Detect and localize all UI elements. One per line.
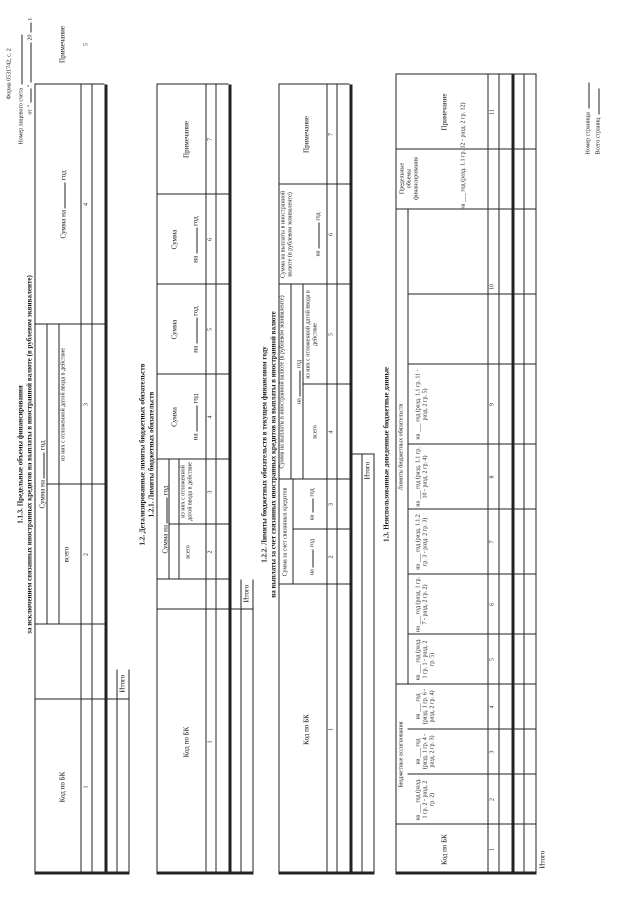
account-number-label: Номер лицевого счета [16,33,26,145]
s4-col-kbk: Код по БК [440,834,449,865]
s4-colnum-9: 9 [489,403,496,406]
s4-colnum-5: 5 [489,658,496,661]
s4-cell-7: на ___ год (разд. 1.1 гр. 10 - разд. 2 гр. 4) [415,447,429,507]
s2-col-kbk: Код по БК [182,726,191,758]
s3-colnum-7: 7 [328,133,335,136]
s3-colnum-2: 2 [328,555,335,559]
s1-col-total: всего [62,546,71,563]
s1-col-note: Примечание [58,26,67,63]
s4-colnum-6: 6 [489,603,496,606]
s4-cell-2: на ___ год (разд. 1 гр. 4 - разд. 2 гр. 3) [415,733,436,770]
s4-colnum-8: 8 [489,475,496,479]
section-13-title: 1.3. Неиспользованные доведенные бюджетные данные [382,366,391,543]
s4-cell-4: на ___ год (разд. 1 гр. 1 - разд. 2 гр. 5) [415,638,436,681]
s2-col-delayed: из них с отложенной датой ввода в действие [180,462,194,521]
s3-col-credits: Сумма за счет связанных кредитов [282,487,289,577]
s4-grp-finance: Предельные объемы финансирования [399,157,420,200]
section-113-title: 1.1.3. Предельные объемы финансирования [16,385,25,524]
s4-colnum-10: 10 [489,284,496,290]
s3-col-na-3: нагод [307,480,317,530]
s4-total-label: Итого [538,850,547,869]
s2-col-sum-5: Сумма [170,319,179,340]
s1-col-sum-b: Сумма нагод [59,170,68,239]
s4-col-note: Примечание [440,93,449,131]
s4-cell-9-text: на ___ год (разд. 1.1 гр. 12 - разд. 2 гр. 12) [460,102,467,210]
s2-colnum-4: 4 [207,415,214,419]
s4-cell-5: на ___ год (разд. 1 гр. 7 - разд. 2 гр. 2) [415,577,429,633]
s1-col-kbk: Код по БК [58,771,67,803]
s4-colnum-1: 1 [489,848,496,851]
s4-colnum-7: 7 [489,540,496,544]
s1-total-label: Итого [118,674,127,693]
section-12-title: 1.2. Детализированные лимиты бюджетных обязательств [138,363,147,546]
s1-colnum-1: 1 [83,785,90,789]
s4-colnum-3: 3 [489,750,496,754]
s2-col-na-5: нагод [191,306,200,353]
section-122-title: 1.2.2. Лимиты бюджетных обязательств в текущем финансовом году [260,346,269,563]
s2-col-total: всего [185,545,192,559]
section-122-subtitle: на выплаты за счет связанных иностранных кредитов на выплаты в иностранной валюте [269,311,278,598]
section-113-subtitle: за исключением связанных иностранных кредитов на выплаты в иностранной валюте (в рублевом эквиваленте) [25,275,34,634]
rotated-form-sheet [1,0,640,905]
s1-col-sum-a: Сумма нагод [38,440,47,509]
s3-col-fx-b: Сумма на выплаты в иностранной валюте (в рублевом эквиваленте) [280,190,294,279]
s4-cell-3: на ___ год (разд. 1 гр. 6 - разд. 2 гр. 4) [415,688,436,725]
s3-col-kbk: Код по БК [302,714,311,745]
s3-col-fx-a-year: нагод [294,285,304,480]
pages-total: Всего страниц [593,86,603,154]
s3-col-fx-a: Сумма на выплаты в иностранной валюте (в рублевом эквиваленте) [279,295,286,469]
s2-col-sum-6: Сумма [170,229,179,250]
s2-col-na-4: нагод [191,393,200,441]
section-121-title: 1.2.1. Лимиты бюджетных обязательств [147,391,156,518]
s4-cell-8: на ___ год (разд. 1.1 гр. 11 - разд. 2 гр. 5) [415,369,429,440]
s4-grp-assign: Бюджетные ассигнования [398,721,405,788]
s3-col-total: всего [312,425,319,439]
s4-grp-limits: Лимиты бюджетных обязательств [398,403,405,491]
s3-colnum-4: 4 [328,430,335,434]
s3-col-note: Примечание [302,116,311,153]
s4-cell-6: на ___ год (разд. 1.1.2 гр. 3 - разд. 2 гр. 3) [415,514,429,570]
s3-colnum-6: 6 [328,233,335,236]
report-date: от ""20г. [25,17,35,114]
s3-colnum-1: 1 [328,728,335,731]
s2-col-sum: Сумма нагод [161,485,170,554]
s1-colnum-5: 5 [83,43,90,46]
s1-colnum-4: 4 [83,203,90,206]
page-number: Номер страницы [583,80,593,154]
s3-col-na-2: нагод [307,530,317,585]
s4-colnum-2: 2 [489,798,496,801]
s2-col-na-6: нагод [191,216,200,263]
s2-colnum-6: 6 [207,238,214,241]
s2-col-sum-4: Сумма [170,407,179,427]
s4-colnum-11: 11 [489,109,496,115]
s2-total-label: Итого [242,584,251,603]
form-code: Форма 0531742, с. 2 [6,48,13,100]
s3-col-fx-b-year: нагод [313,185,323,285]
s2-colnum-2: 2 [207,550,214,554]
s3-col-delayed: из них с отложенной датой ввода в действие [305,290,319,379]
s3-colnum-3: 3 [328,503,335,506]
s1-colnum-3: 3 [83,403,90,406]
s1-colnum-2: 2 [83,553,90,556]
s2-col-note: Примечание [182,121,191,158]
s4-colnum-4: 4 [489,705,496,709]
s2-colnum-1: 1 [207,740,214,744]
s2-colnum-5: 5 [207,328,214,331]
s4-cell-1: на ___ год (разд. 1 гр. 2 - разд. 2 гр. 2) [415,778,436,821]
s2-colnum-7: 7 [207,138,214,141]
s1-col-delayed: из них с отложенной датой ввода в действие [60,348,67,462]
s2-colnum-3: 3 [207,490,214,494]
s3-total-label: Итого [363,461,372,480]
s3-colnum-5: 5 [328,333,335,336]
